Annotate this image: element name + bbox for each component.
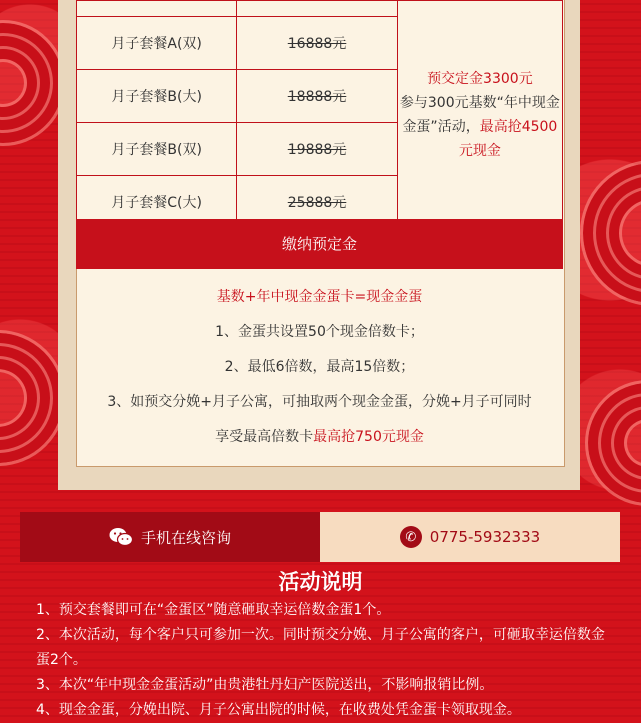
table-row: 月子套餐B(双) 19888元: [77, 123, 563, 176]
pay-deposit-button[interactable]: 缴纳预定金: [76, 219, 563, 269]
wechat-label: 手机在线咨询: [140, 528, 231, 547]
rule-item: 享受最高倍数卡最高抢750元现金: [215, 429, 424, 445]
promo-deposit: 预交定金3300元: [427, 70, 533, 87]
package-table: [76, 0, 563, 229]
contact-bar: [20, 512, 620, 562]
description-item: 4、现金金蛋，分娩出院、月子公寓出院的时候，在收费处凭金蛋卡领取现金。: [36, 702, 521, 718]
rules-section: [76, 280, 563, 455]
description-item: 2、本次活动，每个客户只可参加一次。同时预交分娩、月子公寓的客户，可砸取幸运倍数金蛋2个。: [36, 627, 605, 668]
rule-item: 3、如预交分娩+月子公寓，可抽取两个现金金蛋，分娩+月子可同时: [107, 394, 532, 410]
rule-item: 2、最低6倍数，最高15倍数；: [224, 359, 415, 375]
table-row: 月子套餐C(大) 25888元: [77, 176, 563, 229]
activity-description: [0, 566, 641, 723]
wechat-consult-button[interactable]: [20, 512, 320, 562]
table-row: 月子套餐B(大) 18888元: [77, 70, 563, 123]
description-title: 活动说明: [278, 570, 363, 594]
phone-call-button[interactable]: [320, 512, 620, 562]
rule-item: 1、金蛋共设置50个现金倍数卡；: [215, 324, 424, 340]
description-item: 1、预交套餐即可在“金蛋区”随意砸取幸运倍数金蛋1个。: [36, 602, 391, 618]
promo-max-cash: 最高抢4500元现金: [458, 118, 558, 159]
phone-icon: ✆: [400, 526, 422, 548]
promo-activity: 参与300元基数“年中现金金蛋”活动，: [399, 94, 560, 135]
phone-number: 0775-5932333: [429, 528, 541, 546]
description-item: 3、本次“年中现金金蛋活动”由贵港牡丹妇产医院送出，不影响报销比例。: [36, 677, 494, 693]
rules-headline: 基数+年中现金金蛋卡=现金金蛋: [216, 289, 423, 305]
wechat-icon: [109, 527, 133, 547]
promo-cell: [397, 1, 562, 229]
table-row: 月子套餐A(双) 16888元: [77, 17, 563, 70]
